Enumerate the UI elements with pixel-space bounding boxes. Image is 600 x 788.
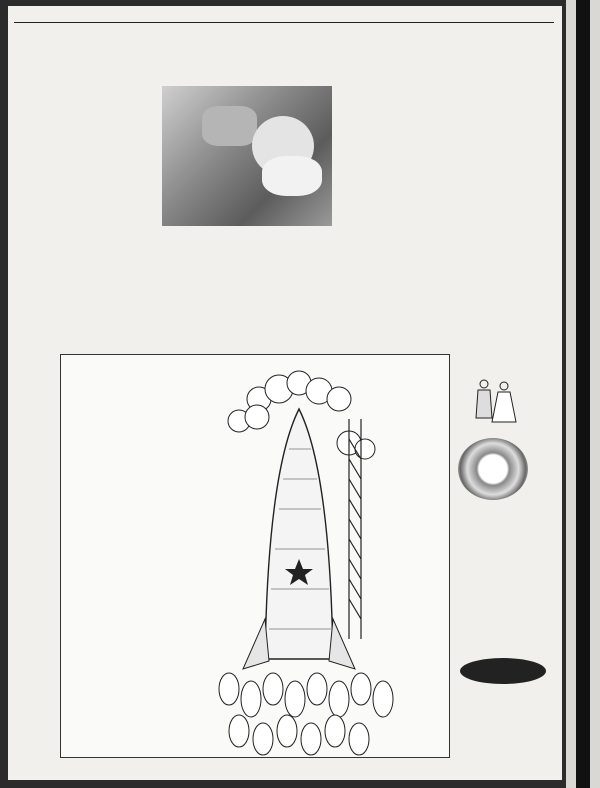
header-rule bbox=[14, 22, 554, 23]
binding-shadow bbox=[576, 0, 590, 788]
lathered-chin-shape bbox=[262, 156, 322, 196]
page-header bbox=[14, 10, 554, 22]
rocket-illustration bbox=[199, 369, 399, 758]
wedding-ring-illustration bbox=[458, 438, 528, 500]
barber-hand-shape bbox=[202, 106, 257, 146]
newspaper-page bbox=[8, 6, 562, 780]
couple-illustration bbox=[464, 378, 524, 426]
adjacent-page-strip bbox=[566, 0, 600, 788]
barber-photo bbox=[162, 86, 332, 226]
nos-advertisement bbox=[60, 354, 450, 758]
brimans-logo bbox=[460, 658, 546, 684]
